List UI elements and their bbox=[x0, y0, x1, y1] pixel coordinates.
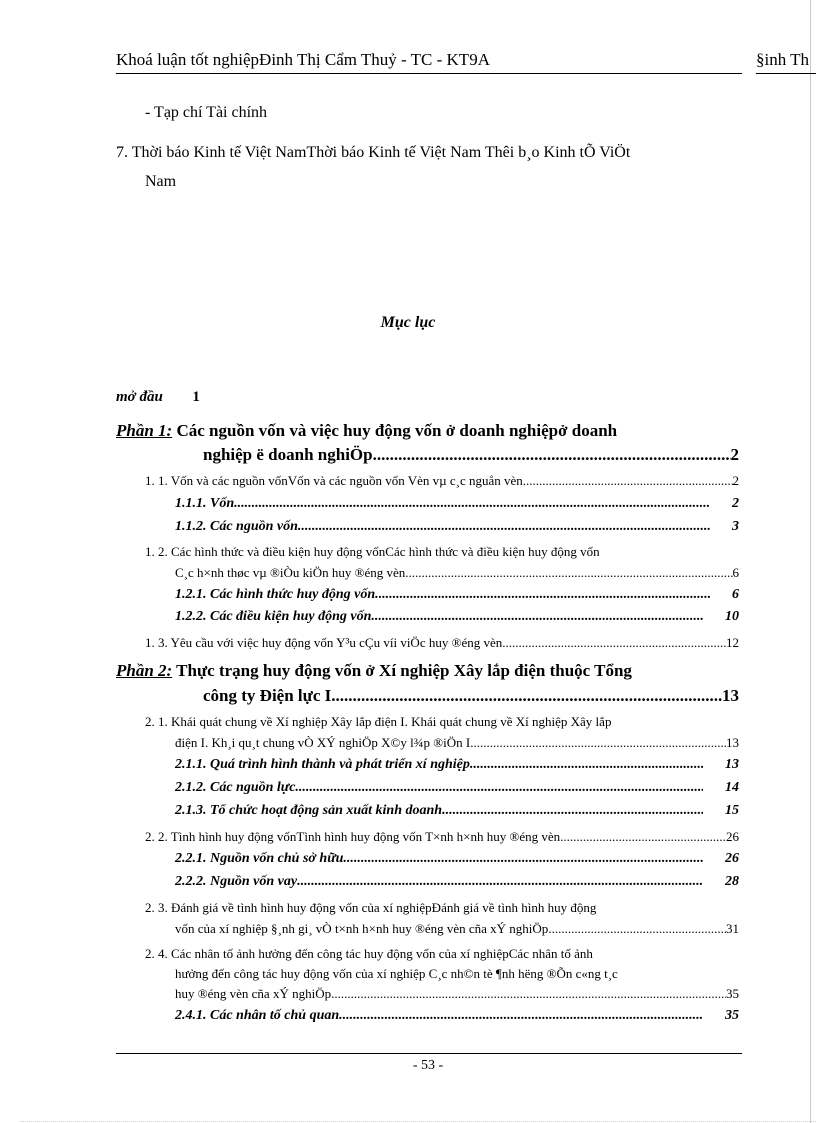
toc-sec-2-4-line3 bbox=[175, 986, 739, 1002]
page-header bbox=[116, 50, 816, 74]
toc-sec-2-4-line1: 2. 4. Các nhân tố ảnh hưởng đến công tác huy động vốn của xí nghiệpCác nhân tố ảnh bbox=[145, 946, 593, 961]
footer-rule bbox=[116, 1053, 742, 1054]
toc-sec-2-3-line1: 2. 3. Đánh giá về tình hình huy động vốn của xí nghiệpĐánh giá về tình hình huy động bbox=[145, 900, 597, 915]
toc-sec-1-2-cont: C¸c h×nh thøc vµ ®iÒu kiÖn huy ®éng vèn bbox=[175, 565, 406, 580]
body-line-1: - Tạp chí Tài chính bbox=[145, 104, 268, 121]
toc-sub-1-2-2-page: 10 bbox=[725, 609, 739, 624]
toc-part-1-label: Phần 1: bbox=[116, 421, 173, 440]
page-edge bbox=[810, 0, 811, 1123]
toc-sec-2-4-page: 35 bbox=[726, 986, 739, 1001]
toc-sub-2-1-3-page: 15 bbox=[725, 803, 739, 818]
toc-sec-2-3-page: 31 bbox=[726, 921, 739, 936]
toc-sub-1-1-2-text: 1.1.2. Các nguồn vốn bbox=[175, 519, 298, 534]
toc-sub-1-1-2-page: 3 bbox=[732, 519, 739, 534]
toc-sub-2-1-1 bbox=[175, 757, 739, 773]
header-rule-right bbox=[756, 73, 816, 74]
toc-leader bbox=[373, 445, 731, 465]
toc-sec-1-2-page: 6 bbox=[732, 565, 739, 580]
toc-sub-2-1-1-page: 13 bbox=[725, 757, 739, 772]
toc-sec-2-4-line2: hưởng đến công tác huy động vốn của xí nghiệp C¸c nh©n tè ¶nh hëng ®Õn c«ng t¸c bbox=[175, 966, 618, 981]
toc-sec-2-1-page: 13 bbox=[726, 735, 739, 750]
toc-sec-2-1-line1: 2. 1. Khái quát chung về Xí nghiệp Xây lắp điện I. Khái quát chung về Xí nghiệp Xây lắp bbox=[145, 714, 612, 729]
toc-sub-2-2-2-text: 2.2.2. Nguồn vốn vay bbox=[175, 874, 298, 889]
toc-sec-1-3-page: 12 bbox=[726, 635, 739, 650]
toc-sec-2-2-page: 26 bbox=[726, 829, 739, 844]
toc-intro bbox=[116, 389, 200, 406]
toc-part-1-page: 2 bbox=[730, 445, 739, 464]
toc-sec-2-2 bbox=[145, 829, 739, 845]
toc-sub-2-2-1-page: 26 bbox=[725, 851, 739, 866]
toc-sec-1-2-line1: 1. 2. Các hình thức và điều kiện huy động vốnCác hình thức và điều kiện huy động vốn bbox=[145, 544, 600, 559]
toc-sub-1-2-2 bbox=[175, 609, 739, 625]
toc-sec-2-3-line2 bbox=[175, 921, 739, 937]
toc-part-1-line2 bbox=[203, 445, 739, 465]
toc-sub-2-1-3-text: 2.1.3. Tổ chức hoạt động sản xuất kinh doanh bbox=[175, 803, 443, 818]
toc-sub-2-2-2 bbox=[175, 874, 739, 890]
toc-part-2-page: 13 bbox=[722, 686, 739, 705]
toc-sub-1-1-1-page: 2 bbox=[732, 496, 739, 511]
toc-sub-1-1-1 bbox=[175, 496, 739, 512]
toc-part-1-line1 bbox=[116, 421, 617, 441]
toc-sec-1-3 bbox=[145, 635, 739, 651]
toc-sec-1-1-text: 1. 1. Vốn và các nguồn vốnVốn và các nguồn vốn Vèn vµ c¸c nguån vèn bbox=[145, 473, 523, 488]
toc-sub-1-2-1-text: 1.2.1. Các hình thức huy động vốn. bbox=[175, 587, 379, 602]
toc-sub-2-1-2-page: 14 bbox=[725, 780, 739, 795]
toc-sub-2-2-2-page: 28 bbox=[725, 874, 739, 889]
toc-part-2-line1 bbox=[116, 661, 632, 681]
toc-sub-2-1-2-text: 2.1.2. Các nguồn lực bbox=[175, 780, 296, 795]
toc-sec-2-1-line2 bbox=[175, 735, 739, 751]
toc-title: Mục lục bbox=[380, 314, 436, 331]
header-rule bbox=[116, 73, 742, 74]
toc-part-2-text: Thực trạng huy động vốn ở Xí nghiệp Xây lắp điện thuộc Tổng bbox=[176, 661, 632, 680]
toc-sub-2-2-1 bbox=[175, 851, 739, 867]
toc-sub-1-1-1-text: 1.1.1. Vốn bbox=[175, 496, 235, 511]
toc-sub-1-1-2 bbox=[175, 519, 739, 535]
toc-sec-2-4-cont2: huy ®éng vèn cña xÝ nghiÖp bbox=[175, 986, 332, 1001]
toc-part-2-cont: công ty Điện lực I bbox=[203, 686, 332, 705]
toc-sub-2-1-1-text: 2.1.1. Quá trình hình thành và phát triển xí nghiệp. bbox=[175, 757, 474, 772]
header-right-text: §inh Th bbox=[756, 50, 810, 69]
toc-sub-1-2-2-text: 1.2.2. Các điều kiện huy động vốn bbox=[175, 609, 372, 624]
toc-part-2-line2 bbox=[203, 686, 739, 706]
toc-part-2-label: Phần 2: bbox=[116, 661, 173, 680]
toc-sec-1-2-line2 bbox=[175, 565, 739, 581]
toc-sub-2-4-1-text: 2.4.1. Các nhân tố chủ quan bbox=[175, 1008, 340, 1023]
toc-sec-2-2-text: 2. 2. Tình hình huy động vốnTình hình huy động vốn T×nh h×nh huy ®éng vèn bbox=[145, 829, 561, 844]
body-line-2: 7. Thời báo Kinh tế Việt NamThời báo Kinh tế Việt Nam Thêi b¸o Kinh tÕ ViÖt bbox=[116, 144, 631, 161]
toc-sub-2-2-1-text: 2.2.1. Nguồn vốn chủ sở hữu bbox=[175, 851, 344, 866]
toc-sub-2-1-2 bbox=[175, 780, 739, 796]
header-left-text: Khoá luận tốt nghiệpĐinh Thị Cẩm Thuỷ - TC - KT9A bbox=[116, 50, 490, 69]
toc-sec-1-3-text: 1. 3. Yêu cầu với việc huy động vốn Y³u cÇu víi viÖc huy ®éng vèn bbox=[145, 635, 503, 650]
toc-intro-page: 1 bbox=[192, 389, 200, 405]
toc-sec-1-1 bbox=[145, 473, 739, 489]
toc-sub-2-4-1 bbox=[175, 1008, 739, 1024]
toc-sub-2-4-1-page: 35 bbox=[725, 1008, 739, 1023]
toc-sec-2-3-cont: vốn của xí nghiệp §¸nh gi¸ vÒ t×nh h×nh huy ®éng vèn cña xÝ nghiÖp bbox=[175, 921, 549, 936]
toc-sub-2-1-3 bbox=[175, 803, 739, 819]
toc-part-1-text: Các nguồn vốn và việc huy động vốn ở doanh nghiệpở doanh bbox=[176, 421, 618, 440]
page-number: - 53 - bbox=[412, 1058, 444, 1073]
body-line-3: Nam bbox=[145, 173, 177, 190]
toc-sub-1-2-1-page: 6 bbox=[732, 587, 739, 602]
toc-sec-1-1-page: 2 bbox=[732, 473, 739, 488]
toc-part-1-cont: nghiệp ë doanh nghiÖp bbox=[203, 445, 373, 464]
toc-sec-2-1-cont: điện I. Kh¸i qu¸t chung vÒ XÝ nghiÖp X©y l¾p ®iÖn I bbox=[175, 735, 471, 750]
toc-intro-label: mở đầu bbox=[116, 389, 163, 405]
toc-sub-1-2-1 bbox=[175, 587, 739, 603]
